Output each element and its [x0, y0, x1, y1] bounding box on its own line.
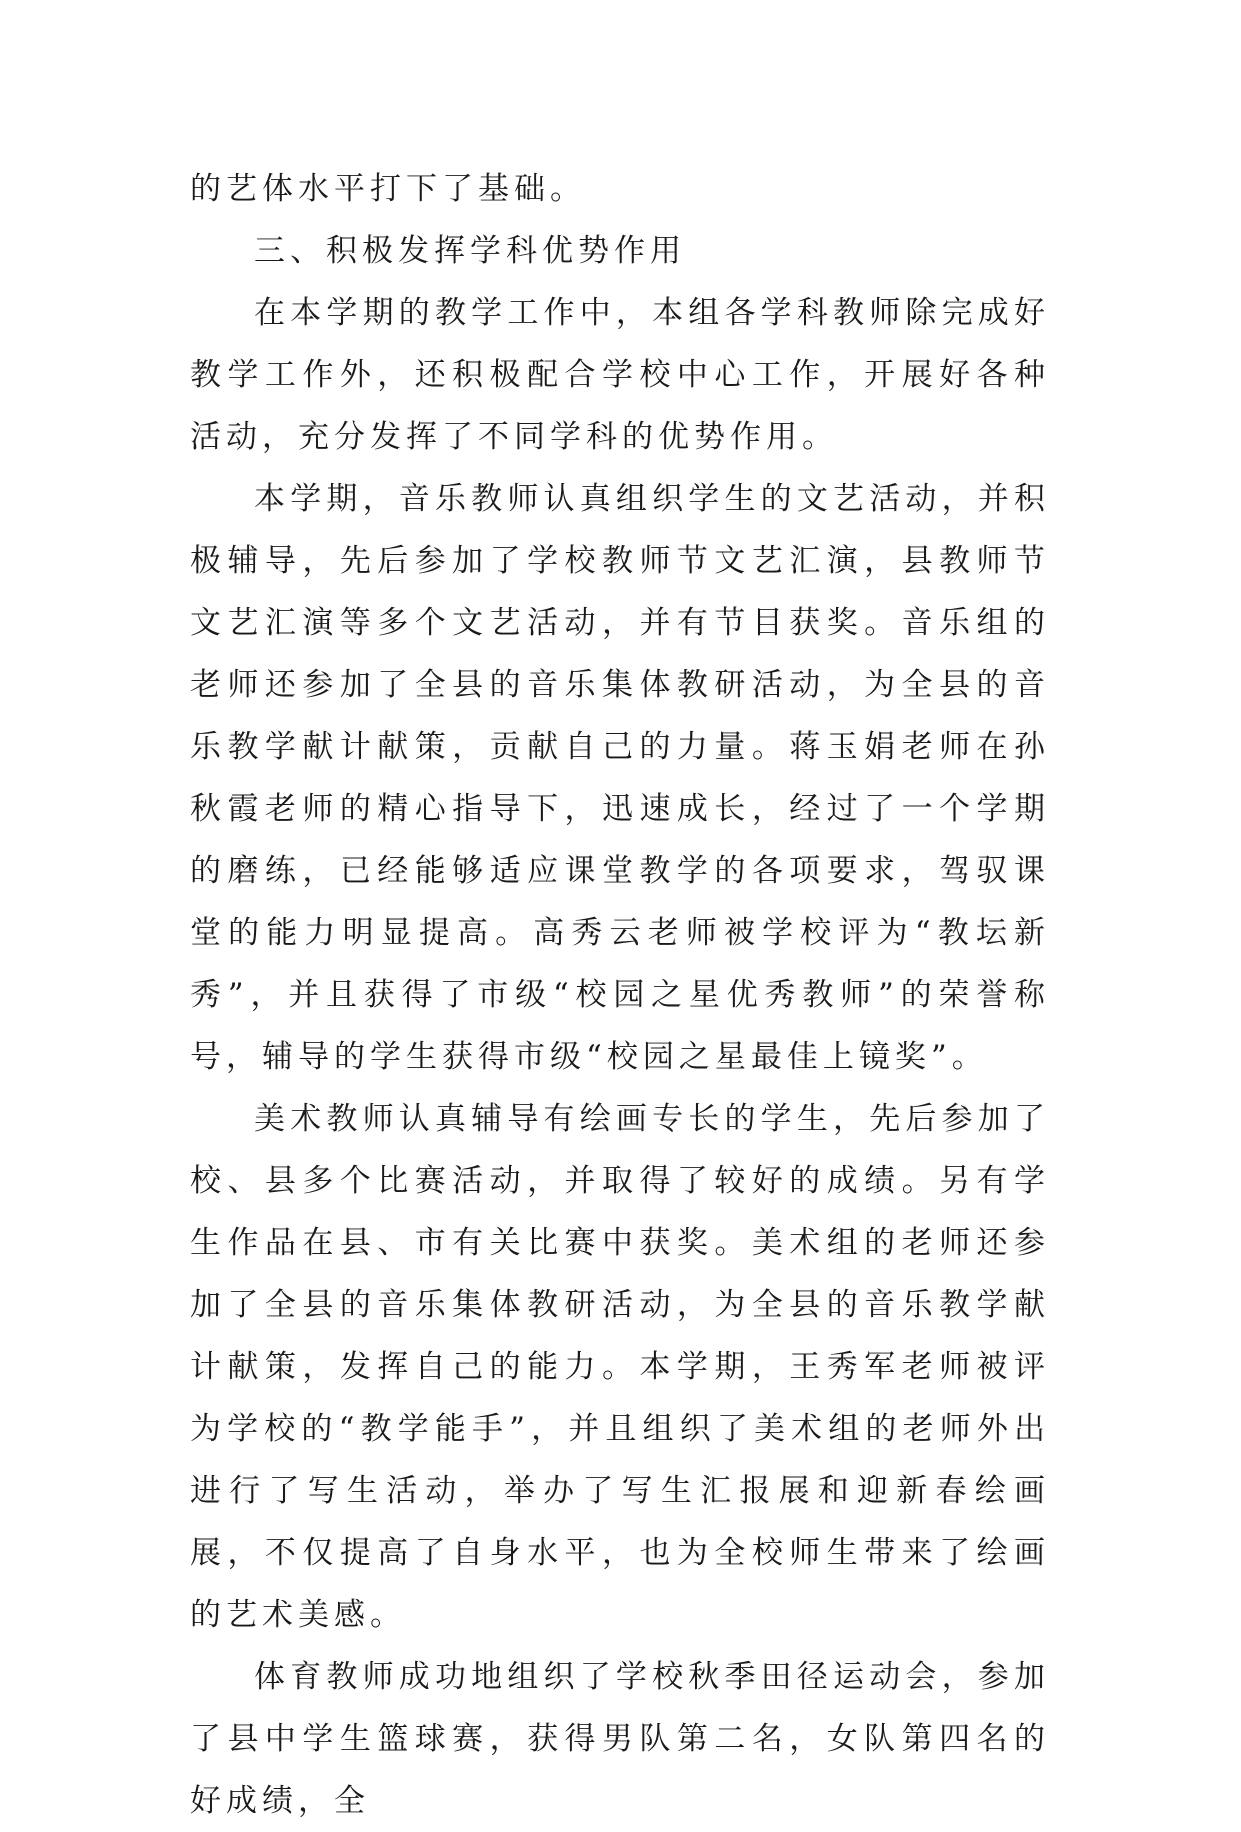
document-body: [190, 158, 1050, 1832]
paragraph: 本学期，音乐教师认真组织学生的文艺活动，并积极辅导，先后参加了学校教师节文艺汇演，县教师节文艺汇演等多个文艺活动，并有节目获奖。音乐组的老师还参加了全县的音乐集体教研活动，为全县的音乐教学献计献策，贡献自己的力量。蒋玉娟老师在孙秋霞老师的精心指导下，迅速成长，经过了一个学期的磨练，已经能够适应课堂教学的各项要求，驾驭课堂的能力明显提高。高秀云老师被学校评为“教坛新秀”，并且获得了市级“校园之星优秀教师”的荣誉称号，辅导的学生获得市级“校园之星最佳上镜奖”。: [190, 481, 1050, 1075]
paragraph: 美术教师认真辅导有绘画专长的学生，先后参加了校、县多个比赛活动，并取得了较好的成绩。另有学生作品在县、市有关比赛中获奖。美术组的老师还参加了全县的音乐集体教研活动，为全县的音乐教学献计献策，发挥自己的能力。本学期，王秀军老师被评为学校的“教学能手”，并且组织了美术组的老师外出进行了写生活动，举办了写生汇报展和迎新春绘画展，不仅提高了自身水平，也为全校师生带来了绘画的艺术美感。: [190, 1101, 1050, 1633]
paragraph: 在本学期的教学工作中，本组各学科教师除完成好教学工作外，还积极配合学校中心工作，开展好各种活动，充分发挥了不同学科的优势作用。: [190, 295, 1050, 455]
paragraph: 体育教师成功地组织了学校秋季田径运动会，参加了县中学生篮球赛，获得男队第二名，女队第四名的好成绩，全: [190, 1659, 1050, 1819]
paragraph-continuation: 的艺体水平打下了基础。: [190, 171, 586, 207]
section-heading: 三、积极发挥学科优势作用: [254, 233, 686, 269]
